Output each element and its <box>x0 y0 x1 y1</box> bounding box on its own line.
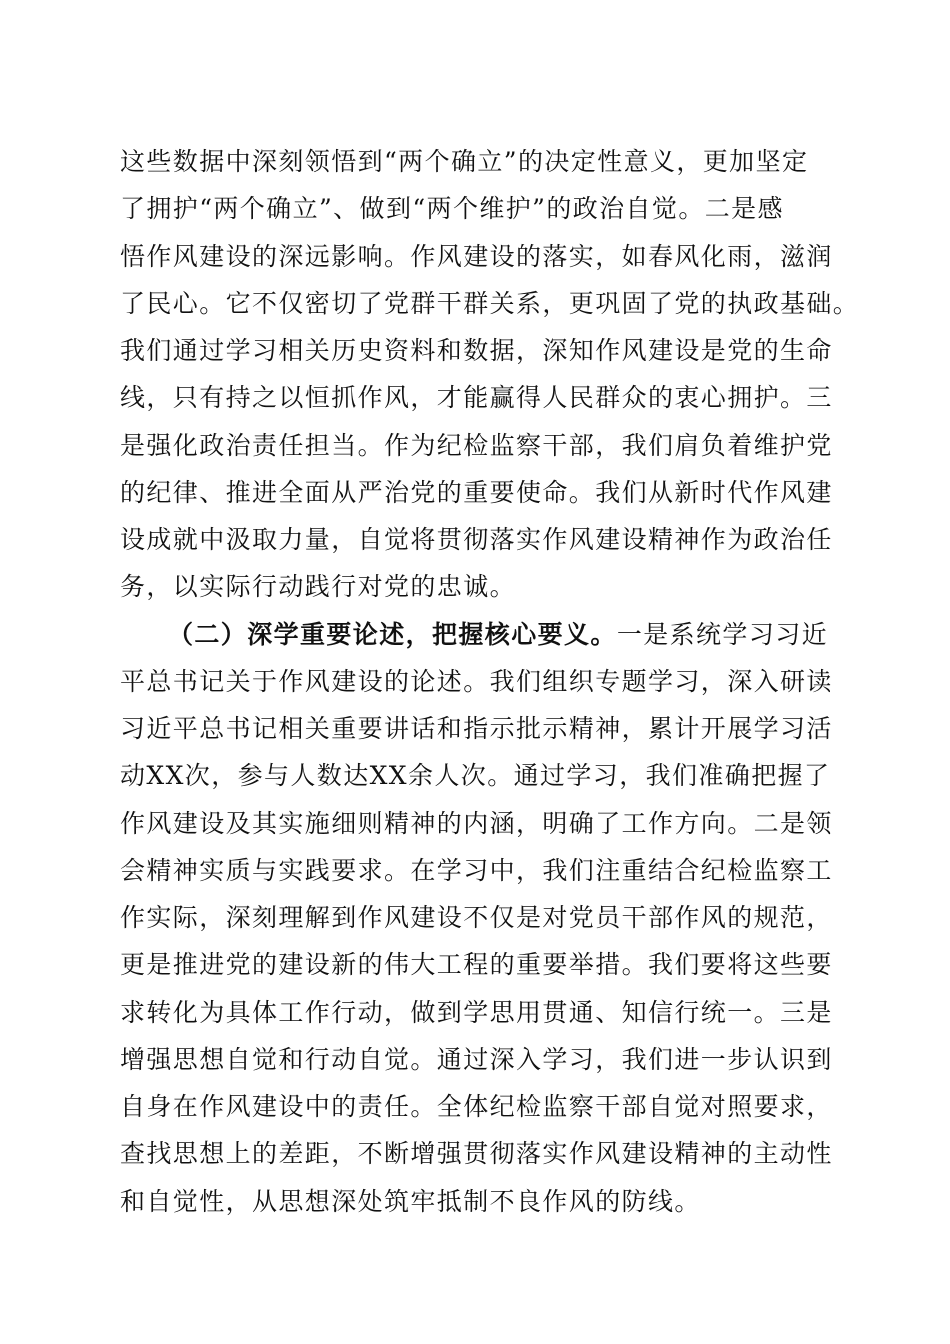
heading-line-text: 一是系统学习习近 <box>616 619 829 649</box>
text-line: 线，只有持之以恒抓作风，才能赢得人民群众的衷心拥护。三 <box>120 383 833 413</box>
text-line: 习近平总书记相关重要讲话和指示批示精神，累计开展学习活 <box>120 714 833 743</box>
text-line: 了民心。它不仅密切了党群干群关系，更巩固了党的执政基础。 <box>120 288 860 318</box>
text-line: 我们通过学习相关历史资料和数据，深知作风建设是党的生命 <box>120 336 833 365</box>
text-line: 悟作风建设的深远影响。作风建设的落实，如春风化雨，滋润 <box>120 241 833 271</box>
text-line: 是强化政治责任担当。作为纪检监察干部，我们肩负着维护党 <box>120 430 833 460</box>
section-heading: （二）深学重要论述，把握核心要义。 <box>168 619 617 649</box>
text-line: 增强思想自觉和行动自觉。通过深入学习，我们进一步认识到 <box>120 1044 833 1074</box>
text-line: 了拥护“两个确立”、做到“两个维护”的政治自觉。二是感 <box>120 194 784 224</box>
text-line: 更是推进党的建设新的伟大工程的重要举措。我们要将这些要 <box>120 950 833 980</box>
text-line: 求转化为具体工作行动，做到学思用贯通、知信行统一。三是 <box>120 997 833 1027</box>
text-line: 这些数据中深刻领悟到“两个确立”的决定性意义，更加坚定 <box>120 147 809 176</box>
text-line: 自身在作风建设中的责任。全体纪检监察干部自觉对照要求， <box>120 1092 833 1121</box>
section-heading-line <box>120 611 840 658</box>
text-line: 和自觉性，从思想深处筑牢抵制不良作风的防线。 <box>120 1186 701 1216</box>
text-line: 动XX次，参与人数达XX余人次。通过学习，我们准确把握了 <box>120 761 831 791</box>
text-line: 设成就中汲取力量，自觉将贯彻落实作风建设精神作为政治任 <box>120 525 833 554</box>
text-line: 查找思想上的差距，不断增强贯彻落实作风建设精神的主动性 <box>120 1139 833 1169</box>
text-line: 务，以实际行动践行对党的忠诚。 <box>120 572 517 602</box>
text-line: 平总书记关于作风建设的论述。我们组织专题学习，深入研读 <box>120 666 833 696</box>
text-line: 的纪律、推进全面从严治党的重要使命。我们从新时代作风建 <box>120 477 833 507</box>
text-line: 会精神实质与实践要求。在学习中，我们注重结合纪检监察工 <box>120 855 833 885</box>
text-line: 作风建设及其实施细则精神的内涵，明确了工作方向。二是领 <box>120 808 833 838</box>
text-line: 作实际，深刻理解到作风建设不仅是对党员干部作风的规范， <box>120 903 833 932</box>
body-text <box>120 138 860 1225</box>
